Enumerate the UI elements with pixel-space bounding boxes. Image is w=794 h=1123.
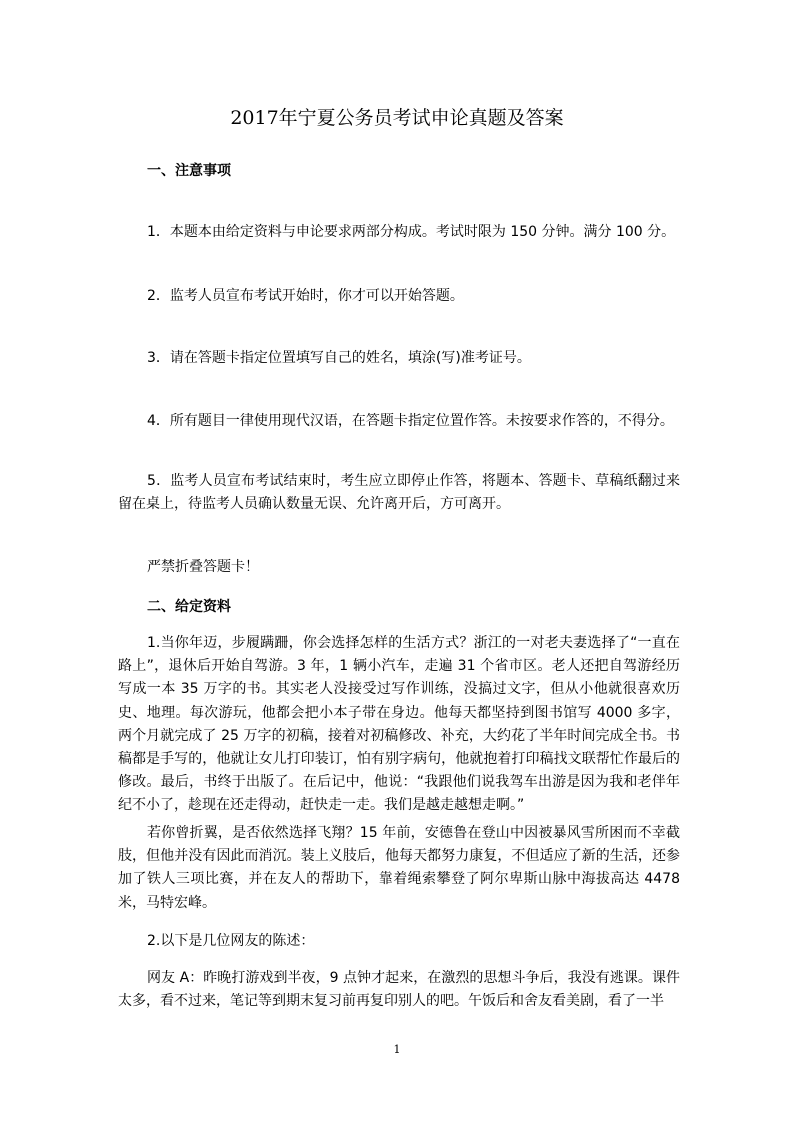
document-title: 2017年宁夏公务员考试申论真题及答案	[230, 107, 564, 129]
page-number: 1	[393, 1043, 401, 1056]
material-paragraph-1: 1.当你年迈，步履蹒跚，你会选择怎样的生活方式？浙江的一对老夫妻选择了“一直在路上”，退休后开始自驾游。3 年，1 辆小汽车，走遍 31 个省市区。老人还把自驾游经历写成一本 35 万字的书。其实老人没接受过写作训练，没搞过文字，但从小他就很喜欢历史、地理。每次游玩，他都会把小本子带在身边。他每天都坚持到图书馆写 4000 多字，两个月就完成了 25 万字的初稿，接着对初稿修改、补充，大约花了半年时间完成全书。书稿都是手写的，他就让女儿打印装订，怕有别字病句，他就抱着打印稿找文联帮忙作最后的修改。最后，书终于出版了。在后记中，他说：“我跟他们说我驾车出游是因为我和老伴年纪不小了，趁现在还走得动，赶快走一走。我们是越走越想走啊。”	[118, 635, 680, 814]
notes-item-1: 1．本题本由给定资料与申论要求两部分构成。考试时限为 150 分钟。满分 100 分。	[147, 224, 676, 240]
warning-text: 严禁折叠答题卡！	[147, 559, 259, 575]
notes-item-2: 2．监考人员宣布考试开始时，你才可以开始答题。	[147, 288, 464, 304]
material-paragraph-4: 网友 A：昨晚打游戏到半夜，9 点钟才起来，在激烈的思想斗争后，我没有逃课。课件太多，看不过来，笔记等到期末复习前再复印别人的吧。午饭后和舍友看美剧，看了一半	[118, 970, 680, 1010]
notes-item-3: 3．请在答题卡指定位置填写自己的姓名，填涂(写)准考证号。	[147, 350, 531, 366]
notes-item-4: 4．所有题目一律使用现代汉语，在答题卡指定位置作答。未按要求作答的，不得分。	[147, 413, 674, 429]
material-paragraph-3: 2.以下是几位网友的陈述：	[147, 933, 315, 949]
section-heading-materials: 二、给定资料	[147, 599, 231, 615]
section-heading-notes: 一、注意事项	[147, 163, 231, 179]
notes-item-5: 5．监考人员宣布考试结束时，考生应立即停止作答，将题本、答题卡、草稿纸翻过来留在桌上，待监考人员确认数量无误、允许离开后，方可离开。	[118, 473, 680, 513]
material-paragraph-2: 若你曾折翼，是否依然选择飞翔？15 年前，安德鲁在登山中因被暴风雪所困而不幸截肢，但他并没有因此而消沉。装上义肢后，他每天都努力康复，不但适应了新的生活，还参加了铁人三项比赛，并在友人的帮助下，靠着绳索攀登了阿尔卑斯山脉中海拔高达 4478 米，马特宏峰。	[118, 825, 680, 911]
